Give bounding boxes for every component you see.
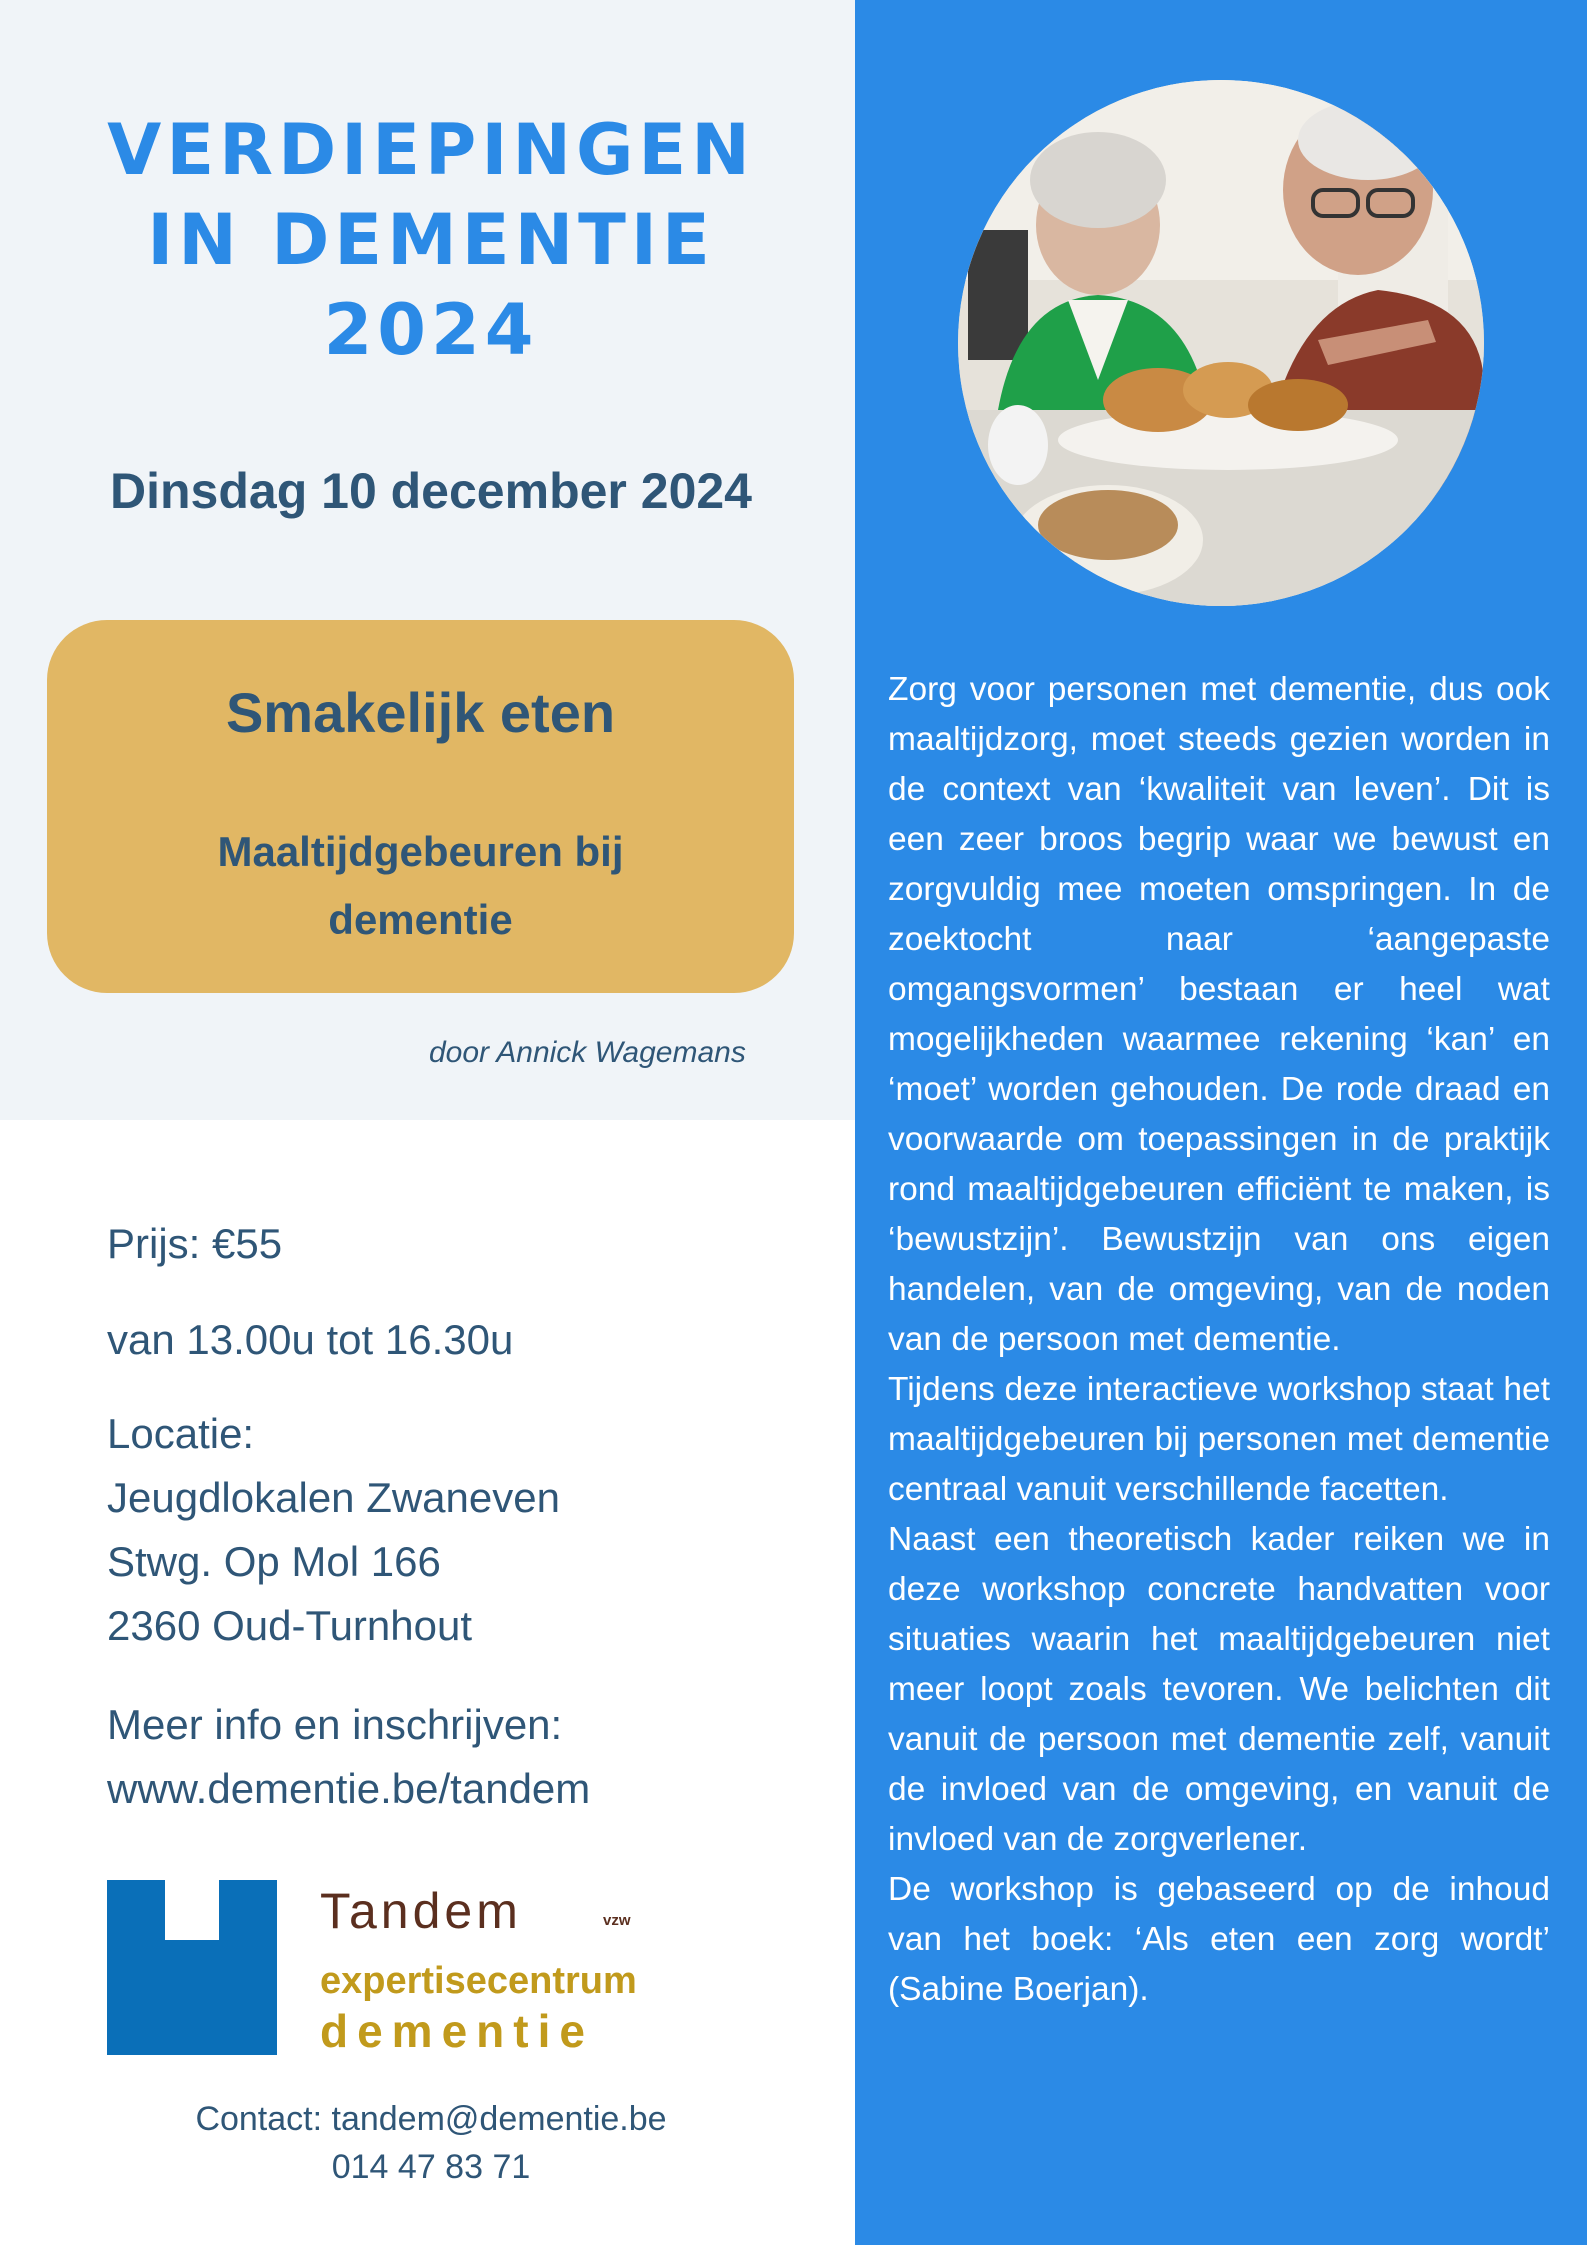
description-paragraph-2: Tijdens deze interactieve workshop staat het maaltijdgebeuren bij personen met dementie centraal vanuit verschillende facetten.	[888, 1371, 1550, 1508]
topic-box	[47, 620, 794, 993]
contact-email[interactable]: Contact: tandem@dementie.be	[195, 2100, 667, 2138]
time: van 13.00u tot 16.30u	[107, 1316, 514, 1363]
topic-title: Smakelijk eten	[225, 681, 616, 744]
description	[888, 665, 1550, 2015]
more-info-url[interactable]: www.dementie.be/tandem	[107, 1765, 591, 1812]
contact	[0, 2095, 862, 2191]
topic-subtitle	[47, 818, 794, 954]
price: Prijs: €55	[107, 1220, 283, 1267]
topic-subtitle-line-2: dementie	[328, 896, 513, 943]
main-title-line-2: IN DEMENTIE	[147, 199, 715, 281]
logo-suffix: vzw	[603, 1912, 631, 1929]
description-paragraph-4: De workshop is gebaseerd op de inhoud van het boek: ‘Als eten een zorg wordt’ (Sabine Boerjan).	[888, 1871, 1550, 2008]
location	[107, 1402, 560, 1658]
author: door Annick Wagemans	[429, 1036, 746, 1069]
event-date: Dinsdag 10 december 2024	[110, 463, 752, 519]
description-paragraph-1: Zorg voor personen met dementie, dus ook maaltijdzorg, moet steeds gezien worden in de context van ‘kwaliteit van leven’. Dit is een zeer broos begrip waar we bewust en zorgvuldig mee moeten omspringen. In de zoektocht naar ‘aangepaste omgangsvormen’ bestaan er heel wat mogelijkheden waarmee rekening ‘kan’ en ‘moet’ worden gehouden. De rode draad en voorwaarde om toepassingen in de praktijk rond maaltijdgebeuren efficiënt te maken, is ‘bewustzijn’. Bewustzijn van ons eigen handelen, van de omgeving, van de noden van de persoon met dementie.	[888, 671, 1550, 1358]
location-line-2: Stwg. Op Mol 166	[107, 1538, 441, 1585]
logo-line-1: expertisecentrum	[320, 1960, 637, 2002]
main-title-line-1: VERDIEPINGEN	[107, 109, 755, 191]
tandem-logo-mark	[107, 1880, 277, 2055]
location-line-1: Jeugdlokalen Zwaneven	[107, 1474, 560, 1521]
contact-phone: 014 47 83 71	[331, 2148, 531, 2186]
event-photo-illustration	[958, 80, 1484, 606]
logo-line-2: dementie	[320, 2005, 594, 2057]
main-title-line-3: 2024	[323, 289, 539, 371]
more-info-label: Meer info en inschrijven:	[107, 1701, 563, 1748]
description-paragraph-3: Naast een theoretisch kader reiken we in deze workshop concrete handvatten voor situaties waarin het maaltijdgebeuren niet meer loopt zoals tevoren. We belichten dit vanuit de persoon met dementie zelf, vanuit de invloed van de omgeving, en vanuit de invloed van de zorgverlener.	[888, 1521, 1550, 1858]
event-photo	[958, 80, 1484, 606]
more-info	[107, 1693, 590, 1821]
topic-subtitle-line-1: Maaltijdgebeuren bij	[217, 828, 624, 875]
main-title	[0, 105, 862, 375]
logo-name: Tandem	[320, 1883, 522, 1939]
location-line-3: 2360 Oud-Turnhout	[107, 1602, 473, 1649]
location-label: Locatie:	[107, 1410, 255, 1457]
